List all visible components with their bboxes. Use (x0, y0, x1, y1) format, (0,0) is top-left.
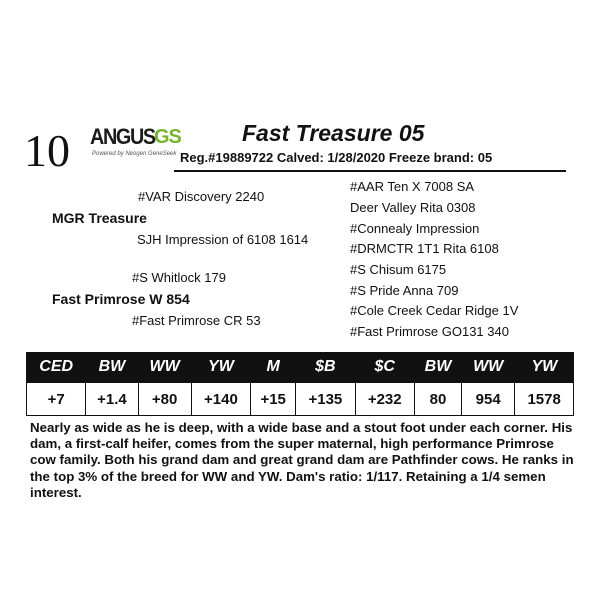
epd-value: +7 (27, 383, 86, 416)
sire: MGR Treasure (52, 210, 147, 226)
logo-brand: ANGUS (90, 124, 155, 149)
pedigree-right-item: Deer Valley Rita 0308 (350, 200, 476, 215)
epd-header: BW (86, 352, 138, 383)
epd-value: +140 (191, 383, 250, 416)
pedigree-right-item: #AAR Ten X 7008 SA (350, 179, 475, 194)
pedigree-right-item: #Cole Creek Cedar Ridge 1V (350, 303, 519, 318)
dam-dam: #Fast Primrose CR 53 (132, 313, 261, 328)
epd-header: WW (462, 352, 515, 383)
lot-description: Nearly as wide as he is deep, with a wide base and a stout foot under each corner. His dam, a first-calf heifer, comes from the super maternal, high performance Primrose cow family. Both his grand dam and great grand dam are Pathfinder cows. He ranks in the top 3% of the breed for WW and YW. Dam's ratio: 1/117. Retaining a 1/4 semen interest. (30, 420, 574, 500)
epd-header: $C (355, 352, 414, 383)
animal-name: Fast Treasure 05 (242, 120, 425, 146)
epd-value: +1.4 (86, 383, 138, 416)
epd-header: YW (191, 352, 250, 383)
epd-header-row (27, 352, 574, 383)
pedigree-right-item: #S Pride Anna 709 (350, 283, 459, 298)
epd-value: +15 (251, 383, 296, 416)
epd-value: 1578 (515, 383, 574, 416)
logo-tagline: Powered by Neogen GeneSeek (92, 151, 177, 157)
sire-sire: #VAR Discovery 2240 (138, 189, 265, 204)
sire-dam: SJH Impression of 6108 1614 (137, 232, 309, 247)
header-divider (174, 170, 566, 172)
epd-value: 954 (462, 383, 515, 416)
epd-header: WW (138, 352, 191, 383)
pedigree-right-item: #Connealy Impression (350, 221, 480, 236)
epd-table (26, 352, 574, 416)
pedigree-right-item: #S Chisum 6175 (350, 262, 447, 277)
epd-header: BW (414, 352, 461, 383)
epd-value: 80 (414, 383, 461, 416)
registration-line: Reg.#19889722 Calved: 1/28/2020 Freeze brand: 05 (180, 150, 493, 165)
epd-value: +80 (138, 383, 191, 416)
dam: Fast Primrose W 854 (52, 291, 190, 307)
logo-suffix: GS (154, 126, 181, 148)
epd-header: CED (27, 352, 86, 383)
epd-header: M (251, 352, 296, 383)
pedigree-right-item: #DRMCTR 1T1 Rita 6108 (350, 241, 499, 256)
pedigree-right-item: #Fast Primrose GO131 340 (350, 324, 509, 339)
epd-header: YW (515, 352, 574, 383)
epd-header: $B (296, 352, 355, 383)
epd-value: +232 (355, 383, 414, 416)
lot-number: 10 (24, 125, 70, 176)
epd-value: +135 (296, 383, 355, 416)
epd-value-row (27, 383, 574, 416)
dam-sire: #S Whitlock 179 (132, 270, 226, 285)
